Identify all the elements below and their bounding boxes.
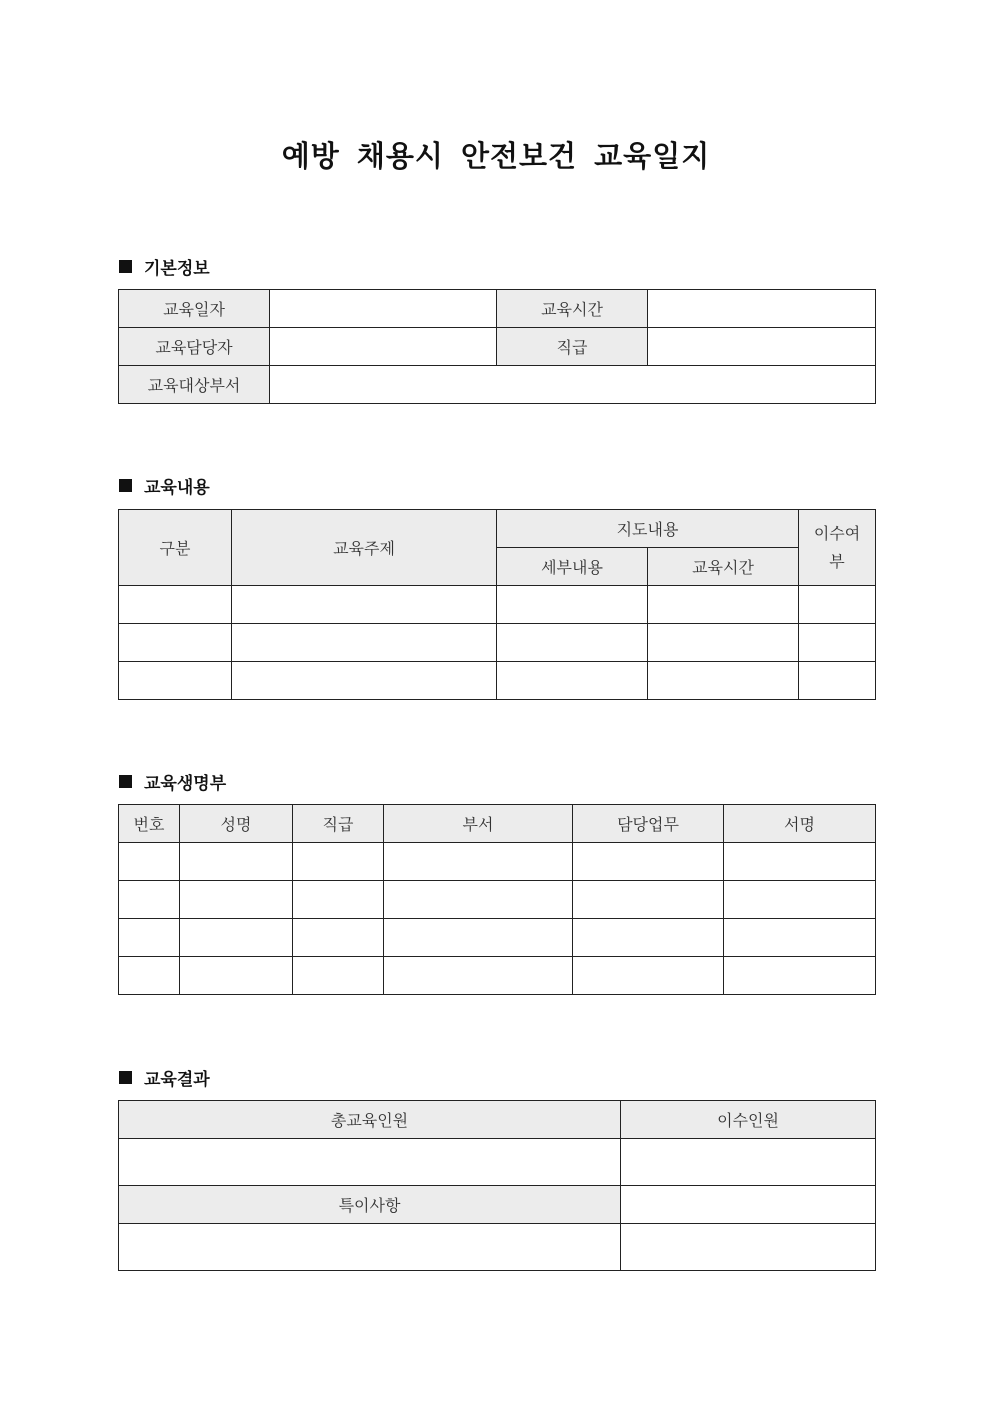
black-square-icon — [119, 1071, 132, 1084]
signature-cell[interactable] — [724, 843, 876, 881]
basic-info-table — [118, 289, 876, 404]
table-row — [119, 586, 876, 624]
black-square-icon — [119, 775, 132, 788]
remarks-right-header-cell[interactable] — [621, 1186, 876, 1224]
position-cell[interactable] — [293, 881, 384, 919]
number-cell[interactable] — [119, 881, 180, 919]
table-row — [119, 662, 876, 700]
completion-cell[interactable] — [799, 662, 876, 700]
position-cell[interactable] — [293, 919, 384, 957]
completed-trainees-field[interactable] — [621, 1139, 876, 1186]
category-cell[interactable] — [119, 624, 232, 662]
edu-time-field[interactable] — [648, 290, 876, 328]
duty-cell[interactable] — [573, 881, 724, 919]
label-position: 직급 — [497, 328, 648, 366]
black-square-icon — [119, 479, 132, 492]
remarks-right-field[interactable] — [621, 1224, 876, 1271]
position-cell[interactable] — [293, 957, 384, 995]
header-number: 번호 — [119, 805, 180, 843]
edu-time-cell[interactable] — [648, 586, 799, 624]
edu-content-table — [118, 509, 876, 700]
table-row — [119, 881, 876, 919]
edu-time-cell[interactable] — [648, 662, 799, 700]
edu-date-field[interactable] — [270, 290, 497, 328]
label-target-dept: 교육대상부서 — [119, 366, 270, 404]
number-cell[interactable] — [119, 843, 180, 881]
signature-cell[interactable] — [724, 919, 876, 957]
edu-result-table — [118, 1100, 876, 1271]
header-category: 구분 — [119, 510, 232, 586]
section-heading-edu-result — [119, 1065, 210, 1090]
signature-cell[interactable] — [724, 957, 876, 995]
label-edu-date: 교육일자 — [119, 290, 270, 328]
header-details: 세부내용 — [497, 548, 648, 586]
label-edu-time: 교육시간 — [497, 290, 648, 328]
label-instructor: 교육담당자 — [119, 328, 270, 366]
details-cell[interactable] — [497, 586, 648, 624]
header-department: 부서 — [384, 805, 573, 843]
position-cell[interactable] — [293, 843, 384, 881]
header-name: 성명 — [180, 805, 293, 843]
section-heading-trainee-roster — [119, 769, 226, 794]
name-cell[interactable] — [180, 881, 293, 919]
name-cell[interactable] — [180, 843, 293, 881]
details-cell[interactable] — [497, 624, 648, 662]
name-cell[interactable] — [180, 957, 293, 995]
table-row — [119, 957, 876, 995]
header-remarks: 특이사항 — [119, 1186, 621, 1224]
header-topic: 교육주제 — [232, 510, 497, 586]
topic-cell[interactable] — [232, 586, 497, 624]
black-square-icon — [119, 260, 132, 273]
duty-cell[interactable] — [573, 919, 724, 957]
header-signature: 서명 — [724, 805, 876, 843]
name-cell[interactable] — [180, 919, 293, 957]
duty-cell[interactable] — [573, 843, 724, 881]
table-row — [119, 843, 876, 881]
table-row — [119, 919, 876, 957]
edu-time-cell[interactable] — [648, 624, 799, 662]
completion-cell[interactable] — [799, 586, 876, 624]
total-trainees-field[interactable] — [119, 1139, 621, 1186]
section-title: 교육생명부 — [144, 774, 227, 794]
header-completed-trainees: 이수인원 — [621, 1101, 876, 1139]
instructor-field[interactable] — [270, 328, 497, 366]
duty-cell[interactable] — [573, 957, 724, 995]
category-cell[interactable] — [119, 586, 232, 624]
department-cell[interactable] — [384, 843, 573, 881]
section-title: 기본정보 — [144, 259, 210, 279]
number-cell[interactable] — [119, 957, 180, 995]
position-field[interactable] — [648, 328, 876, 366]
department-cell[interactable] — [384, 957, 573, 995]
header-guidance: 지도내용 — [497, 510, 799, 548]
department-cell[interactable] — [384, 919, 573, 957]
topic-cell[interactable] — [232, 662, 497, 700]
department-cell[interactable] — [384, 881, 573, 919]
header-edu-time: 교육시간 — [648, 548, 799, 586]
trainee-roster-table — [118, 804, 876, 995]
section-heading-edu-content — [119, 473, 210, 498]
details-cell[interactable] — [497, 662, 648, 700]
topic-cell[interactable] — [232, 624, 497, 662]
completion-cell[interactable] — [799, 624, 876, 662]
section-heading-basic-info — [119, 254, 210, 279]
header-duty: 담당업무 — [573, 805, 724, 843]
target-dept-field[interactable] — [270, 366, 876, 404]
table-row — [119, 624, 876, 662]
category-cell[interactable] — [119, 662, 232, 700]
document-title: 예방 채용시 안전보건 교육일지 — [281, 139, 711, 173]
number-cell[interactable] — [119, 919, 180, 957]
remarks-field[interactable] — [119, 1224, 621, 1271]
header-completion: 이수여부 — [799, 510, 876, 586]
header-position: 직급 — [293, 805, 384, 843]
signature-cell[interactable] — [724, 881, 876, 919]
header-total-trainees: 총교육인원 — [119, 1101, 621, 1139]
section-title: 교육내용 — [144, 478, 210, 498]
section-title: 교육결과 — [144, 1070, 210, 1090]
